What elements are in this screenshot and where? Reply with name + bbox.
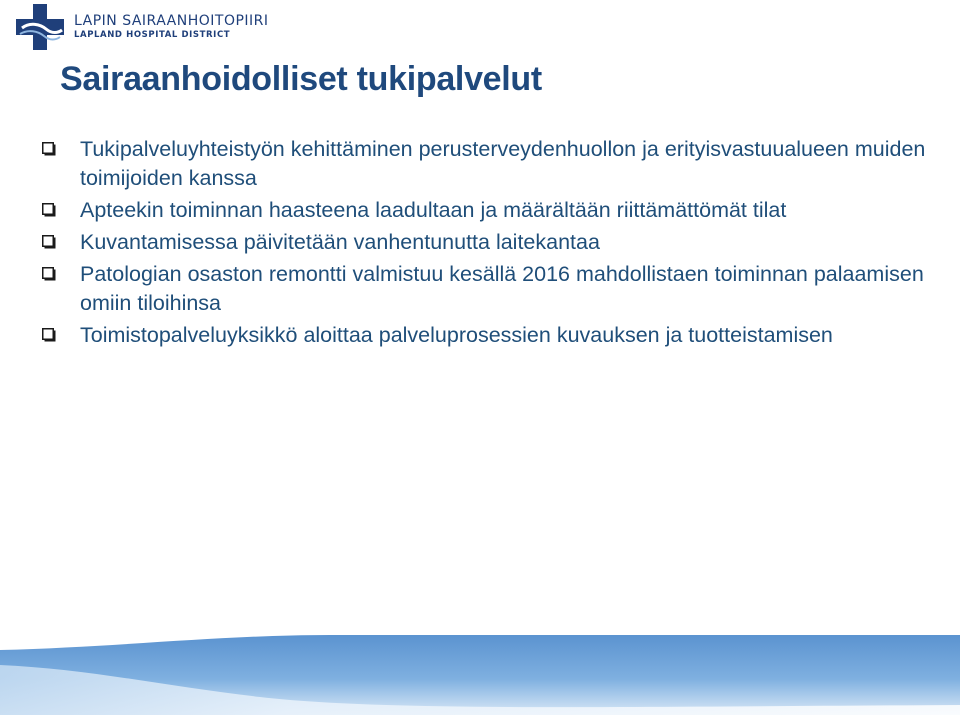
logo-text bbox=[74, 13, 269, 41]
bullet-list bbox=[42, 135, 932, 353]
slide-title: Sairaanhoidolliset tukipalvelut bbox=[60, 60, 542, 98]
bullet-item bbox=[42, 135, 932, 193]
bullet-text: Patologian osaston remontti valmistuu kesällä 2016 mahdollistaen toiminnan palaamisen omiin tiloihinsa bbox=[80, 262, 924, 315]
checkbox-square-icon bbox=[42, 235, 56, 249]
bullet-item bbox=[42, 321, 932, 350]
cross-logo-icon bbox=[16, 4, 64, 50]
bullet-text: Apteekin toiminnan haasteena laadultaan ja määrältään riittämättömät tilat bbox=[80, 198, 787, 222]
hospital-logo bbox=[16, 4, 269, 50]
checkbox-square-icon bbox=[42, 142, 56, 156]
bullet-text: Toimistopalveluyksikkö aloittaa palveluprosessien kuvauksen ja tuotteistamisen bbox=[80, 323, 833, 347]
bullet-text: Tukipalveluyhteistyön kehittäminen perusterveydenhuollon ja erityisvastuualueen muiden toimijoiden kanssa bbox=[80, 137, 926, 190]
footer-wave bbox=[0, 635, 960, 715]
bullet-text: Kuvantamisessa päivitetään vanhentunutta laitekantaa bbox=[80, 230, 600, 254]
org-name-en: LAPLAND HOSPITAL DISTRICT bbox=[74, 30, 231, 40]
checkbox-square-icon bbox=[42, 328, 56, 342]
bullet-item bbox=[42, 196, 932, 225]
bullet-item bbox=[42, 228, 932, 257]
checkbox-square-icon bbox=[42, 203, 56, 217]
org-name: LAPIN SAIRAANHOITOPIIRI bbox=[74, 13, 269, 29]
checkbox-square-icon bbox=[42, 267, 56, 281]
bullet-item bbox=[42, 260, 932, 318]
